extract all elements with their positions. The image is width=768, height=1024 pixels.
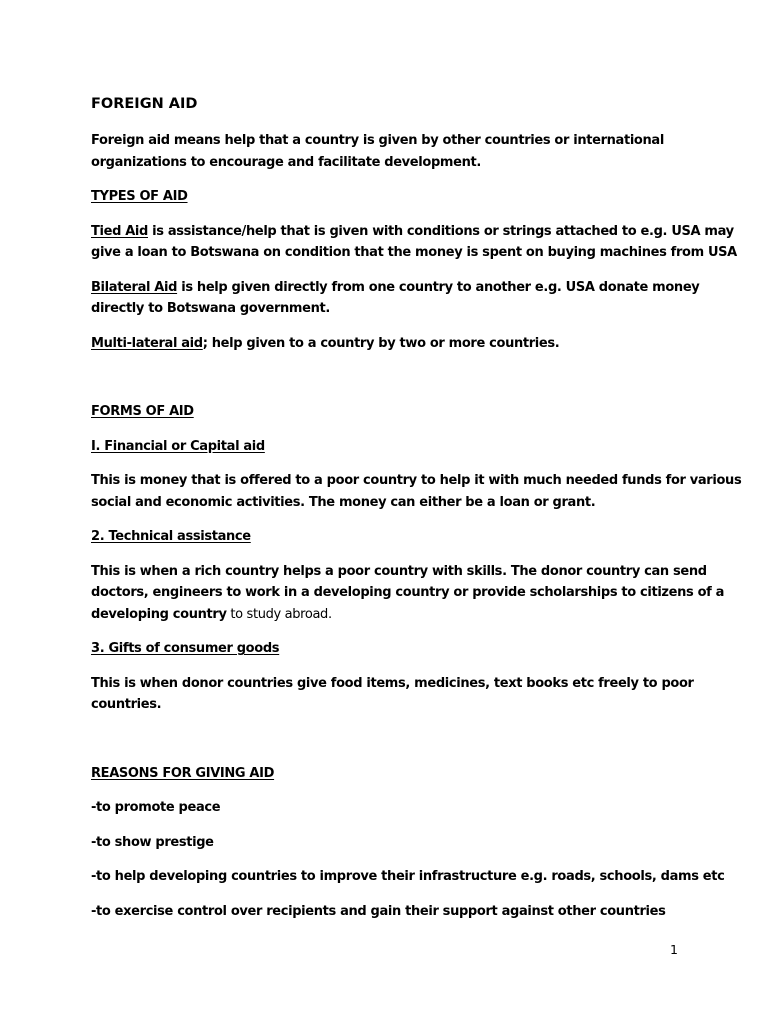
gifts-line-2: countries. [91,697,162,712]
bilateral-aid-line-1: is help given directly from one country to another e.g. USA donate money [177,279,700,295]
tied-aid-term: Tied Aid [91,223,148,239]
document-body [91,94,742,935]
reasons-heading-text: REASONS FOR GIVING AID [91,765,275,781]
tied-aid-line-2: give a loan to Botswana on condition that the money is spent on buying machines from USA [91,245,737,260]
multilateral-aid-term: Multi-lateral aid [91,335,203,351]
section-gap [91,367,691,401]
tied-aid-paragraph [91,221,737,264]
page-number: 1 [670,942,678,957]
technical-assistance-paragraph [91,561,725,626]
reason-item: -to help developing countries to improve their infrastructure e.g. roads, schools, dams etc [91,869,725,884]
section-gap [91,729,691,763]
technical-assistance-heading-text: 2. Technical assistance [91,529,251,544]
multilateral-aid-text: ; help given to a country by two or more countries. [202,335,560,351]
bilateral-aid-term: Bilateral Aid [91,279,178,295]
financial-aid-heading-text: I. Financial or Capital aid [91,438,265,454]
multilateral-aid-paragraph [91,333,691,355]
gifts-paragraph [91,673,694,716]
financial-aid-heading [91,436,691,458]
bilateral-aid-line-2: directly to Botswana government. [91,301,330,316]
types-heading-text: TYPES OF AID [91,189,188,204]
intro-paragraph [91,130,691,173]
tied-aid-line-1: is assistance/help that is given with conditions or strings attached to e.g. USA may [148,223,734,239]
reasons-heading [91,763,691,785]
types-heading [91,186,691,208]
gifts-heading-text: 3. Gifts of consumer goods [91,641,280,656]
intro-line-1: Foreign aid means help that a country is given by other countries or international [91,133,664,148]
gifts-line-1: This is when donor countries give food items, medicines, text books etc freely to poor [91,675,694,691]
document-title: FOREIGN AID [91,96,198,112]
reason-item: -to show prestige [91,834,214,850]
forms-heading [91,401,691,423]
technical-assistance-line-2: doctors, engineers to work in a developing country or provide scholarships to citizens of a [91,585,725,600]
financial-aid-line-2: social and economic activities. The money can either be a loan or grant. [91,494,596,510]
reason-item: -to exercise control over recipients and gain their support against other countries [91,903,666,919]
gifts-heading [91,638,691,660]
financial-aid-line-1: This is money that is offered to a poor country to help it with much needed funds for various [91,473,742,488]
technical-assistance-line-3: developing country [91,606,227,622]
forms-heading-text: FORMS OF AID [91,404,194,419]
technical-assistance-heading [91,526,691,548]
technical-assistance-line-1: This is when a rich country helps a poor country with skills. The donor country can send [91,563,707,579]
intro-line-2: organizations to encourage and facilitate development. [91,154,481,170]
bilateral-aid-paragraph [91,277,700,320]
reason-item: -to promote peace [91,800,221,815]
technical-assistance-line-3-tail: to study abroad. [226,606,332,622]
financial-aid-paragraph [91,470,742,513]
